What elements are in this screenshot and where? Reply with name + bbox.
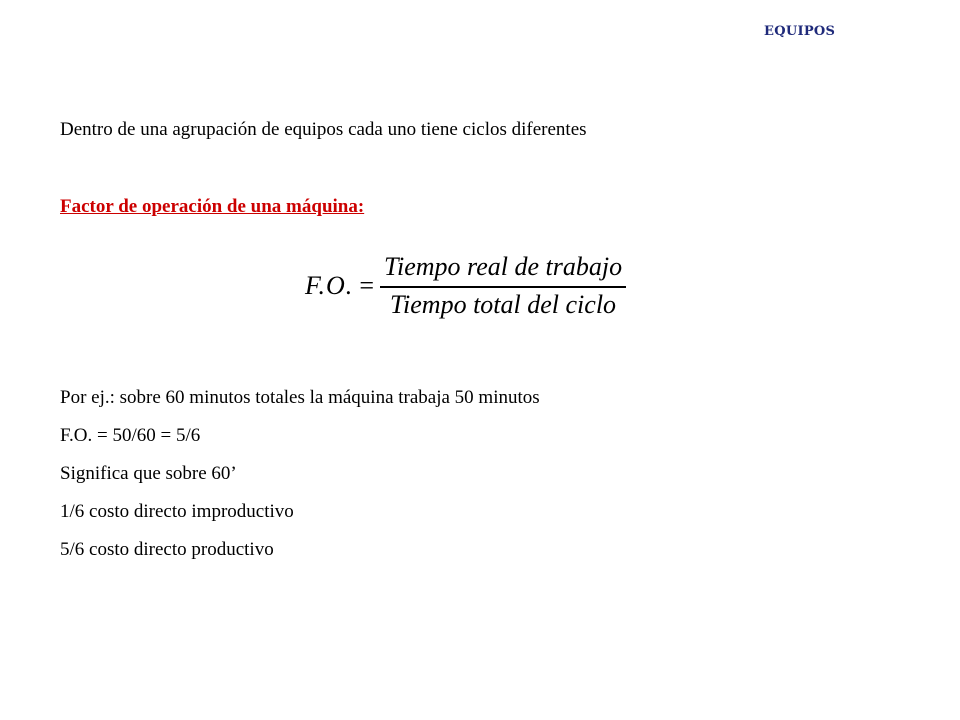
example-line: Por ej.: sobre 60 minutos totales la máquina trabaja 50 minutos (60, 387, 540, 408)
operation-factor-formula (305, 252, 626, 320)
slide-header: EQUIPOS (764, 24, 836, 39)
example-line: 1/6 costo directo improductivo (60, 501, 294, 522)
example-line: F.O. = 50/60 = 5/6 (60, 425, 201, 446)
formula-denominator: Tiempo total del ciclo (390, 289, 617, 319)
section-subtitle: Factor de operación de una máquina: (60, 196, 365, 217)
formula-lhs: F.O. (305, 270, 354, 300)
intro-text: Dentro de una agrupación de equipos cada uno tiene ciclos diferentes (60, 119, 587, 140)
example-line: Significa que sobre 60’ (60, 463, 237, 484)
example-lines (60, 387, 540, 577)
formula-fraction (380, 252, 626, 320)
example-line: 5/6 costo directo productivo (60, 539, 274, 560)
formula-numerator: Tiempo real de trabajo (383, 252, 623, 281)
formula-equals: = (359, 270, 374, 300)
